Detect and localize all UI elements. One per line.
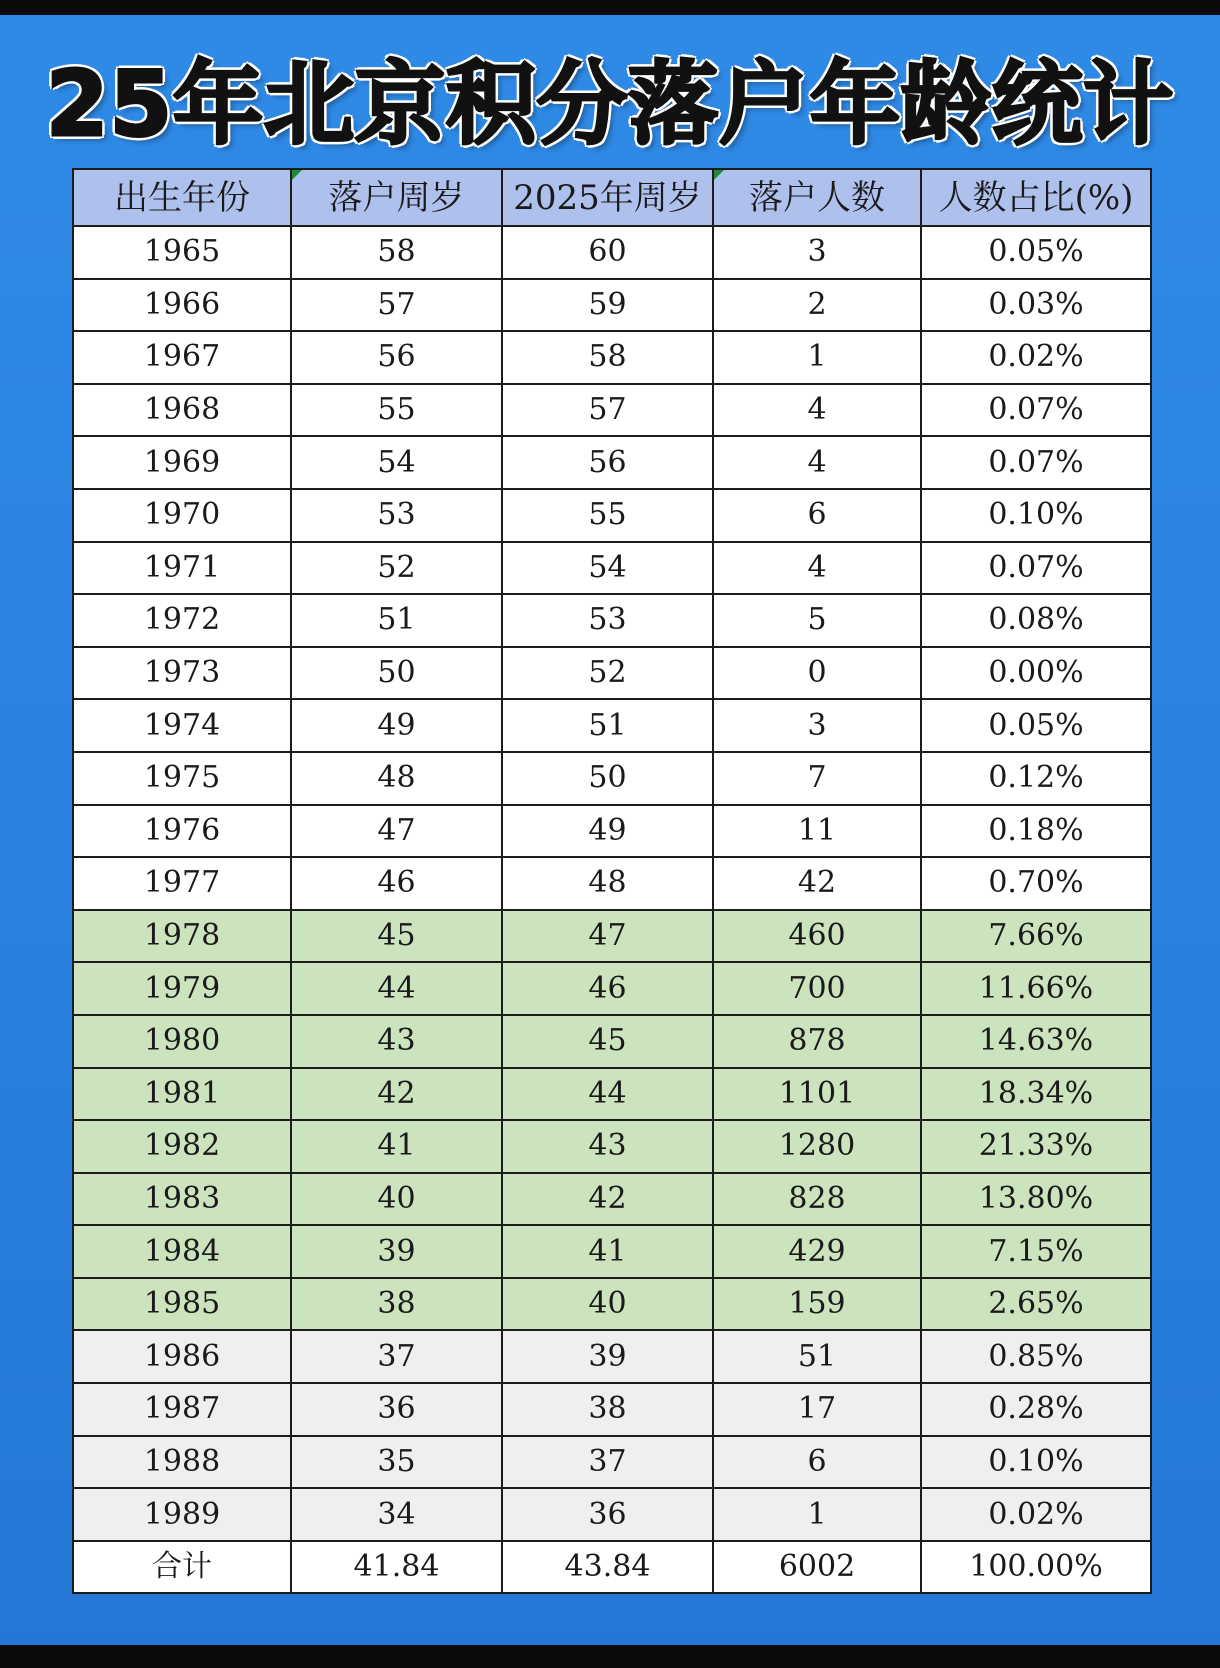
cell-age-2025: 44 xyxy=(502,1068,713,1121)
table-row xyxy=(73,857,1151,910)
cell-share-percent: 0.02% xyxy=(921,331,1151,384)
cell-birth-year: 1975 xyxy=(73,752,291,805)
cell-settle-count: 2 xyxy=(713,279,921,332)
cell-share-percent: 2.65% xyxy=(921,1278,1151,1331)
total-row xyxy=(73,1541,1151,1594)
cell-settle-age: 40 xyxy=(291,1173,502,1226)
cell-settle-age: 38 xyxy=(291,1278,502,1331)
cell-birth-year: 1974 xyxy=(73,699,291,752)
cell-age-2025: 56 xyxy=(502,436,713,489)
cell-settle-count: 7 xyxy=(713,752,921,805)
cell-age-2025: 45 xyxy=(502,1015,713,1068)
table-row xyxy=(73,279,1151,332)
cell-settle-age: 52 xyxy=(291,542,502,595)
cell-birth-year: 1982 xyxy=(73,1120,291,1173)
cell-share-percent: 0.85% xyxy=(921,1330,1151,1383)
cell-age-2025: 39 xyxy=(502,1330,713,1383)
cell-share-percent: 18.34% xyxy=(921,1068,1151,1121)
cell-settle-age: 50 xyxy=(291,647,502,700)
table-row xyxy=(73,489,1151,542)
cell-settle-count: 3 xyxy=(713,699,921,752)
header-share-percent: 人数占比(%) xyxy=(921,169,1151,226)
cell-settle-count: 4 xyxy=(713,436,921,489)
cell-settle-count: 4 xyxy=(713,542,921,595)
cell-age-2025: 48 xyxy=(502,857,713,910)
table-row xyxy=(73,1383,1151,1436)
age-statistics-table xyxy=(72,168,1152,1594)
table-row xyxy=(73,1120,1151,1173)
cell-age-2025: 58 xyxy=(502,331,713,384)
header-settle-count-label: 落户人数 xyxy=(749,177,885,218)
cell-birth-year: 1987 xyxy=(73,1383,291,1436)
cell-birth-year: 1986 xyxy=(73,1330,291,1383)
table-row xyxy=(73,1173,1151,1226)
cell-birth-year: 1978 xyxy=(73,910,291,963)
total-age-2025: 43.84 xyxy=(502,1541,713,1594)
cell-share-percent: 0.07% xyxy=(921,384,1151,437)
cell-birth-year: 1971 xyxy=(73,542,291,595)
table-row xyxy=(73,1488,1151,1541)
page-title: 25年北京积分落户年龄统计 xyxy=(45,52,1175,157)
cell-settle-count: 460 xyxy=(713,910,921,963)
cell-share-percent: 0.70% xyxy=(921,857,1151,910)
header-settle-age-label: 落户周岁 xyxy=(328,177,465,218)
cell-birth-year: 1967 xyxy=(73,331,291,384)
cell-age-2025: 40 xyxy=(502,1278,713,1331)
cell-birth-year: 1972 xyxy=(73,594,291,647)
table-row xyxy=(73,910,1151,963)
table-row xyxy=(73,384,1151,437)
cell-settle-age: 54 xyxy=(291,436,502,489)
cell-settle-count: 159 xyxy=(713,1278,921,1331)
cell-birth-year: 1980 xyxy=(73,1015,291,1068)
cell-settle-age: 39 xyxy=(291,1225,502,1278)
cell-settle-age: 51 xyxy=(291,594,502,647)
cell-settle-age: 55 xyxy=(291,384,502,437)
cell-birth-year: 1966 xyxy=(73,279,291,332)
table-row xyxy=(73,436,1151,489)
cell-share-percent: 0.07% xyxy=(921,436,1151,489)
total-birth-year: 合计 xyxy=(73,1541,291,1594)
cell-settle-age: 57 xyxy=(291,279,502,332)
header-age-2025: 2025年周岁 xyxy=(502,169,713,226)
cell-settle-age: 47 xyxy=(291,805,502,858)
cell-settle-age: 43 xyxy=(291,1015,502,1068)
cell-settle-count: 5 xyxy=(713,594,921,647)
cell-settle-count: 6 xyxy=(713,1436,921,1489)
cell-share-percent: 0.00% xyxy=(921,647,1151,700)
cell-birth-year: 1983 xyxy=(73,1173,291,1226)
cell-settle-age: 49 xyxy=(291,699,502,752)
table-body xyxy=(73,226,1151,1593)
cell-age-2025: 54 xyxy=(502,542,713,595)
cell-settle-count: 1280 xyxy=(713,1120,921,1173)
cell-age-2025: 51 xyxy=(502,699,713,752)
cell-age-2025: 49 xyxy=(502,805,713,858)
cell-settle-count: 700 xyxy=(713,962,921,1015)
cell-birth-year: 1969 xyxy=(73,436,291,489)
cell-share-percent: 14.63% xyxy=(921,1015,1151,1068)
cell-share-percent: 7.15% xyxy=(921,1225,1151,1278)
cell-age-2025: 42 xyxy=(502,1173,713,1226)
total-settle-count: 6002 xyxy=(713,1541,921,1594)
cell-settle-age: 36 xyxy=(291,1383,502,1436)
cell-share-percent: 21.33% xyxy=(921,1120,1151,1173)
table-row xyxy=(73,1068,1151,1121)
cell-age-2025: 43 xyxy=(502,1120,713,1173)
header-birth-year: 出生年份 xyxy=(73,169,291,226)
cell-settle-count: 3 xyxy=(713,226,921,279)
cell-age-2025: 36 xyxy=(502,1488,713,1541)
cell-share-percent: 0.05% xyxy=(921,699,1151,752)
table-row xyxy=(73,331,1151,384)
cell-settle-count: 4 xyxy=(713,384,921,437)
cell-share-percent: 7.66% xyxy=(921,910,1151,963)
total-settle-age: 41.84 xyxy=(291,1541,502,1594)
cell-age-2025: 41 xyxy=(502,1225,713,1278)
cell-settle-age: 37 xyxy=(291,1330,502,1383)
cell-share-percent: 0.03% xyxy=(921,279,1151,332)
table-row xyxy=(73,1436,1151,1489)
cell-settle-age: 56 xyxy=(291,331,502,384)
cell-share-percent: 0.08% xyxy=(921,594,1151,647)
table-row xyxy=(73,542,1151,595)
total-share-percent: 100.00% xyxy=(921,1541,1151,1594)
cell-birth-year: 1976 xyxy=(73,805,291,858)
table-row xyxy=(73,594,1151,647)
cell-age-2025: 50 xyxy=(502,752,713,805)
table-row xyxy=(73,1015,1151,1068)
cell-settle-age: 58 xyxy=(291,226,502,279)
cell-age-2025: 38 xyxy=(502,1383,713,1436)
cell-share-percent: 0.02% xyxy=(921,1488,1151,1541)
cell-age-2025: 55 xyxy=(502,489,713,542)
header-row xyxy=(73,169,1151,226)
cell-birth-year: 1979 xyxy=(73,962,291,1015)
table-row xyxy=(73,647,1151,700)
cell-birth-year: 1977 xyxy=(73,857,291,910)
table-row xyxy=(73,1330,1151,1383)
cell-share-percent: 0.10% xyxy=(921,1436,1151,1489)
cell-settle-age: 53 xyxy=(291,489,502,542)
cell-age-2025: 60 xyxy=(502,226,713,279)
cell-settle-count: 42 xyxy=(713,857,921,910)
cell-settle-count: 0 xyxy=(713,647,921,700)
cell-settle-age: 45 xyxy=(291,910,502,963)
cell-settle-age: 41 xyxy=(291,1120,502,1173)
table-row xyxy=(73,962,1151,1015)
cell-share-percent: 0.05% xyxy=(921,226,1151,279)
cell-settle-count: 11 xyxy=(713,805,921,858)
cell-share-percent: 0.12% xyxy=(921,752,1151,805)
cell-settle-age: 46 xyxy=(291,857,502,910)
cell-settle-count: 51 xyxy=(713,1330,921,1383)
table-row xyxy=(73,805,1151,858)
cell-comment-marker xyxy=(714,170,724,180)
cell-birth-year: 1981 xyxy=(73,1068,291,1121)
cell-age-2025: 59 xyxy=(502,279,713,332)
cell-settle-age: 35 xyxy=(291,1436,502,1489)
cell-settle-count: 1 xyxy=(713,1488,921,1541)
cell-birth-year: 1965 xyxy=(73,226,291,279)
cell-age-2025: 53 xyxy=(502,594,713,647)
table-row xyxy=(73,752,1151,805)
cell-settle-count: 828 xyxy=(713,1173,921,1226)
header-settle-count xyxy=(713,169,921,226)
cell-age-2025: 52 xyxy=(502,647,713,700)
table-row xyxy=(73,1225,1151,1278)
cell-age-2025: 37 xyxy=(502,1436,713,1489)
cell-birth-year: 1989 xyxy=(73,1488,291,1541)
cell-settle-age: 48 xyxy=(291,752,502,805)
cell-share-percent: 0.18% xyxy=(921,805,1151,858)
cell-age-2025: 46 xyxy=(502,962,713,1015)
cell-settle-count: 878 xyxy=(713,1015,921,1068)
table-row xyxy=(73,699,1151,752)
cell-share-percent: 0.10% xyxy=(921,489,1151,542)
cell-settle-count: 6 xyxy=(713,489,921,542)
cell-birth-year: 1970 xyxy=(73,489,291,542)
table-row xyxy=(73,1278,1151,1331)
cell-share-percent: 11.66% xyxy=(921,962,1151,1015)
cell-settle-age: 42 xyxy=(291,1068,502,1121)
cell-settle-count: 17 xyxy=(713,1383,921,1436)
cell-settle-age: 34 xyxy=(291,1488,502,1541)
cell-birth-year: 1968 xyxy=(73,384,291,437)
cell-age-2025: 47 xyxy=(502,910,713,963)
cell-share-percent: 0.28% xyxy=(921,1383,1151,1436)
cell-share-percent: 13.80% xyxy=(921,1173,1151,1226)
cell-birth-year: 1973 xyxy=(73,647,291,700)
cell-settle-count: 1 xyxy=(713,331,921,384)
header-settle-age xyxy=(291,169,502,226)
cell-birth-year: 1985 xyxy=(73,1278,291,1331)
cell-comment-marker xyxy=(292,170,302,180)
cell-birth-year: 1988 xyxy=(73,1436,291,1489)
cell-birth-year: 1984 xyxy=(73,1225,291,1278)
cell-share-percent: 0.07% xyxy=(921,542,1151,595)
cell-age-2025: 57 xyxy=(502,384,713,437)
cell-settle-count: 429 xyxy=(713,1225,921,1278)
cell-settle-age: 44 xyxy=(291,962,502,1015)
table-row xyxy=(73,226,1151,279)
cell-settle-count: 1101 xyxy=(713,1068,921,1121)
